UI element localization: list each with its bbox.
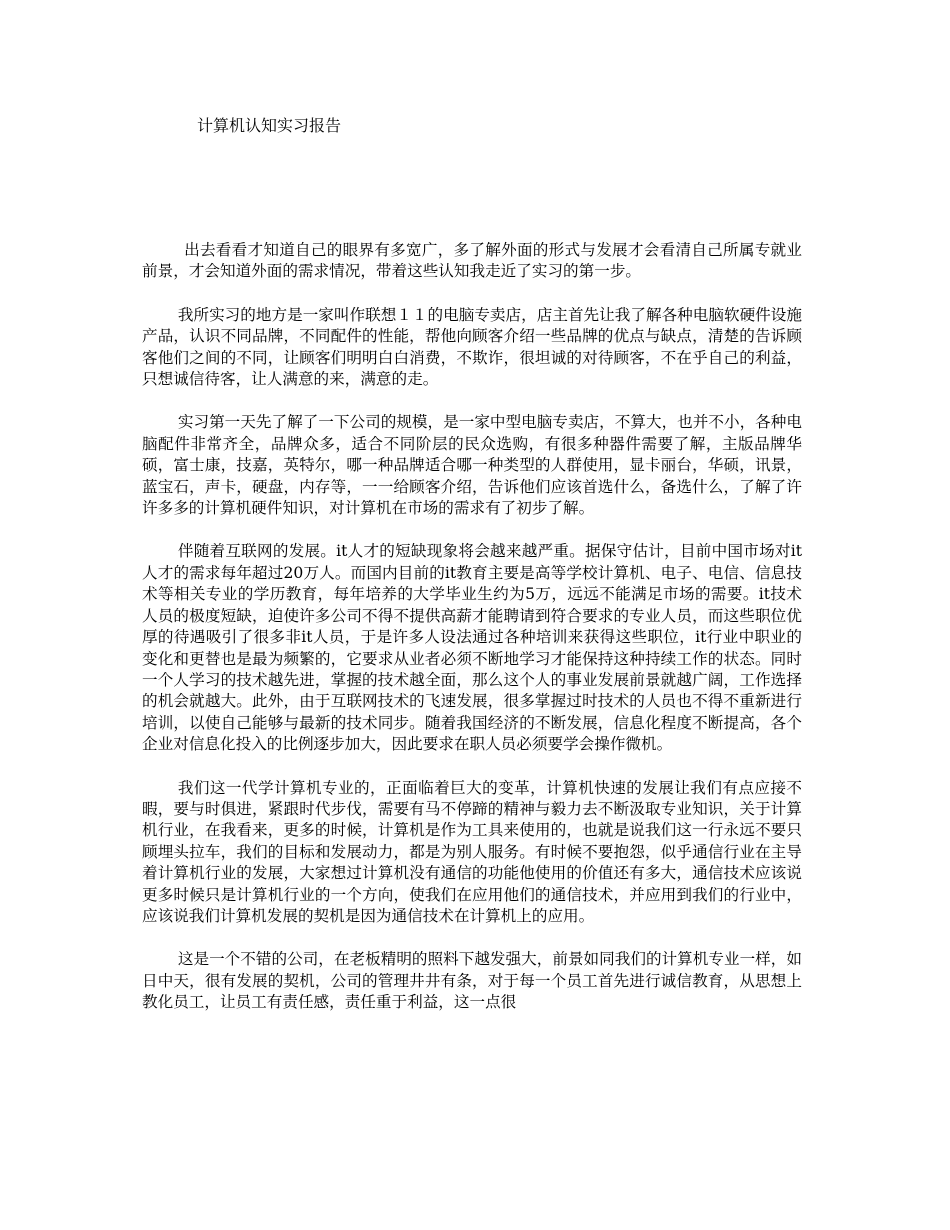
paragraph-4: 伴随着互联网的发展。it人才的短缺现象将会越来越严重。据保守估计，目前中国市场对it人才的需求每年超过20万人。而国内目前的it教育主要是高等学校计算机、电子、电信、信息技术等相关专业的学历教育，每年培养的大学毕业生约为5万，远远不能满足市场的需要。it技术人员的极度短缺，迫使许多公司不得不提供高薪才能聘请到符合要求的专业人员，而这些职位优厚的待遇吸引了很多非it人员，于是许多人设法通过各种培训来获得这些职位，it行业中职业的变化和更替也是最为频繁的，它要求从业者必须不断地学习才能保持这种持续工作的状态。同时一个人学习的技术越先进，掌握的技术越全面，那么这个人的事业发展前景就越广阔，工作选择的机会就越大。此外，由于互联网技术的飞速发展，很多掌握过时技术的人员也不得不重新进行培训，以使自己能够与最新的技术同步。随着我国经济的不断发展，信息化程度不断提高，各个企业对信息化投入的比例逐步加大，因此要求在职人员必须要学会操作微机。	[142, 542, 802, 754]
paragraph-3: 实习第一天先了解了一下公司的规模，是一家中型电脑专卖店，不算大，也并不小，各种电脑配件非常齐全，品牌众多，适合不同阶层的民众选购，有很多种器件需要了解，主版品牌华硕，富士康，技嘉，英特尔，哪一种品牌适合哪一种类型的人群使用，显卡丽台，华硕，讯景，蓝宝石，声卡，硬盘，内存等，一一给顾客介绍，告诉他们应该首选什么，备选什么，了解了许许多多的计算机硬件知识，对计算机在市场的需求有了初步了解。	[142, 413, 802, 518]
paragraph-1: 出去看看才知道自己的眼界有多宽广，多了解外面的形式与发展才会看清自己所属专就业前景，才会知道外面的需求情况，带着这些认知我走近了实习的第一步。	[142, 241, 802, 281]
document-title: 计算机认知实习报告	[197, 116, 342, 135]
paragraph-5: 我们这一代学计算机专业的，正面临着巨大的变革，计算机快速的发展让我们有点应接不暇，要与时俱进，紧跟时代步伐，需要有马不停蹄的精神与毅力去不断汲取专业知识，关于计算机行业，在我看来，更多的时候，计算机是作为工具来使用的，也就是说我们这一行永远不要只顾埋头拉车，我们的目标和发展动力，都是为别人服务。有时候不要抱怨，似乎通信行业在主导着计算机行业的发展，大家想过计算机没有通信的功能他使用的价值还有多大，通信技术应该说更多时候只是计算机行业的一个方向，使我们在应用他们的通信技术，并应用到我们的行业中，应该说我们计算机发展的契机是因为通信技术在计算机上的应用。	[142, 778, 802, 925]
paragraph-2: 我所实习的地方是一家叫作联想１１的电脑专卖店，店主首先让我了解各种电脑软硬件设施产品，认识不同品牌，不同配件的性能，帮他向顾客介绍一些品牌的优点与缺点，清楚的告诉顾客他们之间的不同，让顾客们明明白白消费，不欺诈，很坦诚的对待顾客，不在乎自己的利益，只想诚信待客，让人满意的来，满意的走。	[142, 305, 802, 389]
paragraph-6: 这是一个不错的公司，在老板精明的照料下越发强大，前景如同我们的计算机专业一样，如日中天，很有发展的契机，公司的管理井井有条，对于每一个员工首先进行诚信教育，从思想上教化员工，让员工有责任感，责任重于利益，这一点很	[142, 950, 802, 1012]
document-body	[142, 240, 802, 1036]
